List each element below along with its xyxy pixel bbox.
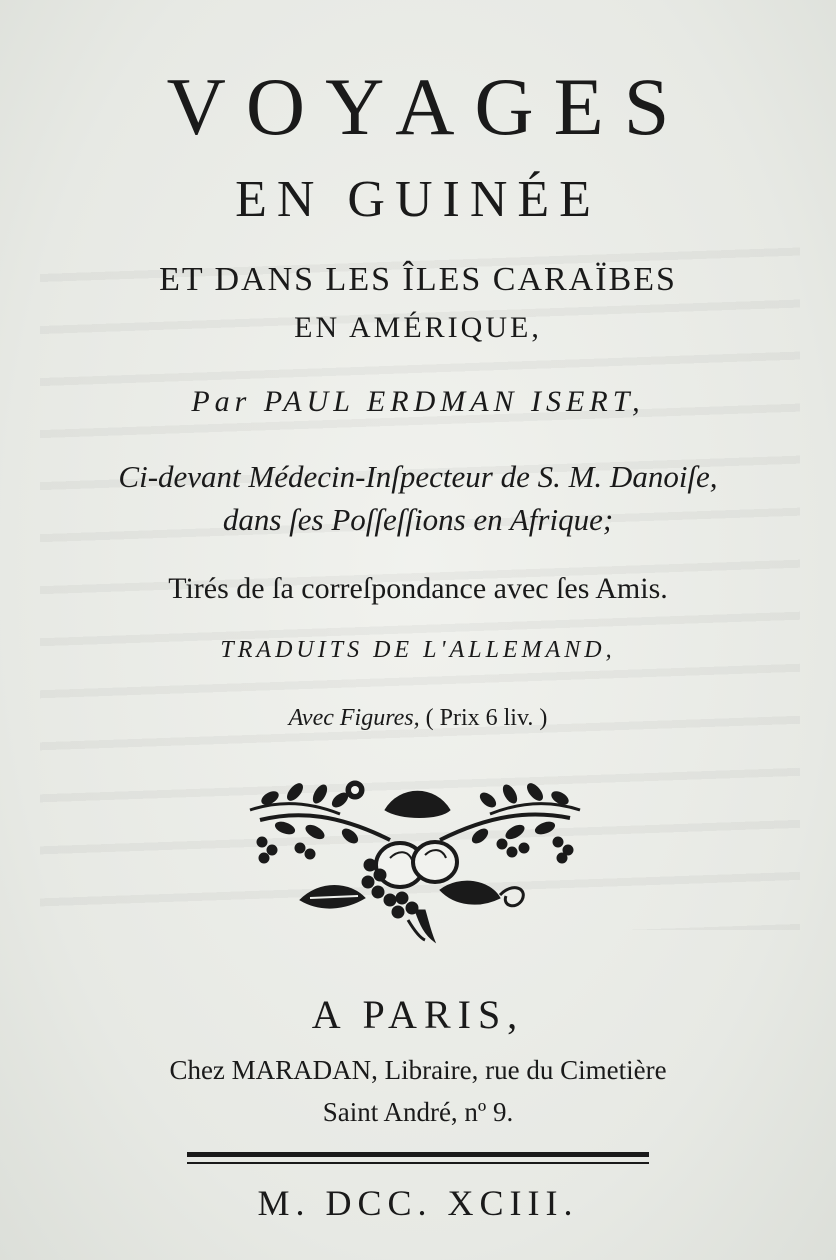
correspondence-line: Tirés de ſa correſpondance avec ſes Amis.: [168, 572, 668, 605]
subtitle-amerique: EN AMÉRIQUE,: [294, 311, 542, 344]
subtitle-caraibes: ET DANS LES ÎLES CARAÏBES: [159, 261, 677, 298]
publication-date: M. DCC. XCIII.: [257, 1183, 579, 1223]
author-role-line-2: dans ſes Poſſeſſions en Afrique;: [222, 502, 614, 537]
book-title: VOYAGES: [166, 61, 690, 152]
translation-note: TRADUITS DE L'ALLEMAND,: [220, 637, 616, 663]
figures-and-price: [0, 700, 836, 736]
double-rule-thin: [187, 1162, 649, 1164]
floral-fruit-vignette-icon: [240, 770, 590, 950]
author-line: Par PAUL ERDMAN ISERT,: [191, 385, 645, 418]
double-rule-thick: [187, 1152, 649, 1157]
price-note: ( Prix 6 liv. ): [425, 705, 548, 731]
subtitle-guinee: EN GUINÉE: [235, 171, 601, 228]
author-role-line-1: Ci-devant Médecin-Inſpecteur de S. M. Danoiſe,: [118, 459, 718, 494]
publisher-line-2: Saint André, nº 9.: [322, 1097, 514, 1127]
figures-note: Avec Figures,: [288, 705, 420, 731]
imprint-place: A PARIS,: [311, 992, 525, 1037]
publisher-line-1: Chez MARADAN, Libraire, rue du Cimetière: [169, 1055, 667, 1085]
